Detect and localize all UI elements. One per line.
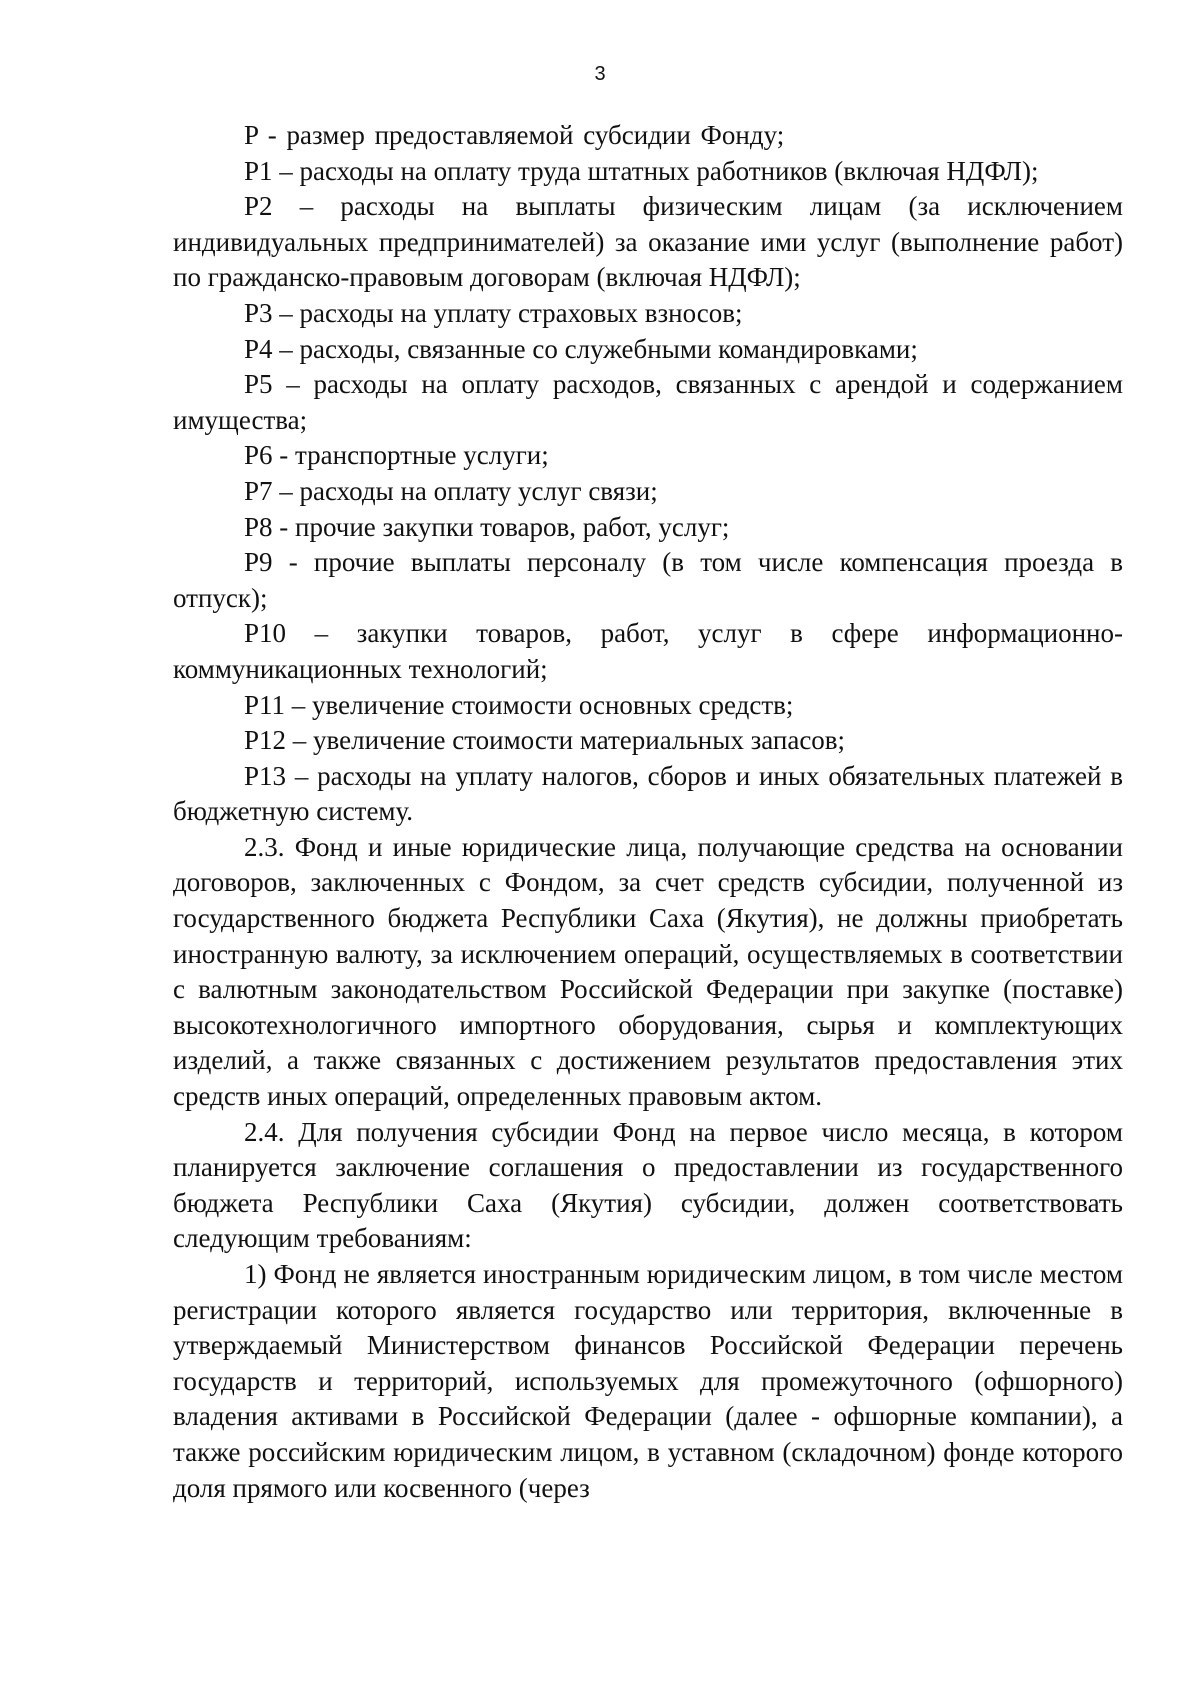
paragraph-p12: P12 – увеличение стоимости материальных запасов; [244,725,846,756]
paragraph-2-3: 2.3. Фонд и иные юридические лица, получающие средства на основании договоров, заключенных с Фондом, за счет средств субсидии, полученной из государственного бюджета Республики Саха (Якутия), не должны приобретать иностранную валюту, за исключением операций, осуществляемых в соответствии с валютным законодательством Российской Федерации при закупке (поставке) высокотехнологичного импортного оборудования, сырья и комплектующих изделий, а также связанных с достижением результатов предоставления этих средств иных операций, определенных правовым актом. [173,831,1123,1112]
paragraph-p10: P10 – закупки товаров, работ, услуг в сфере информационно-коммуникационных технологий; [173,618,1123,684]
paragraph-2-4: 2.4. Для получения субсидии Фонд на первое число месяца, в котором планируется заключение соглашения о предоставлении из государственного бюджета Республики Саха (Якутия) субсидии, должен соответствовать следующим требованиям: [173,1116,1123,1254]
page-number: 3 [594,63,606,85]
paragraph-p13: P13 – расходы на уплату налогов, сборов и иных обязательных платежей в бюджетную систему. [173,760,1123,827]
paragraph-p7: P7 – расходы на оплату услуг связи; [244,475,658,506]
paragraph-p1: P1 – расходы на оплату труда штатных работников (включая НДФЛ); [244,155,1039,186]
paragraph-p5: P5 – расходы на оплату расходов, связанных с арендой и содержанием имущества; [173,369,1123,435]
paragraph-p6: P6 - транспортные услуги; [244,440,549,471]
paragraph-p8: P8 - прочие закупки товаров, работ, услуг; [244,511,730,542]
document-body [173,118,1123,1506]
paragraph-p2: P2 – расходы на выплаты физическим лицам (за исключением индивидуальных предпринимателей) за оказание ими услуг (выполнение работ) по гражданско-правовым договорам (включая НДФЛ); [173,191,1123,293]
paragraph-p4: P4 – расходы, связанные со служебными командировками; [244,333,918,364]
paragraph-p: P - размер предоставляемой субсидии Фонду; [244,120,785,150]
paragraph-p11: P11 – увеличение стоимости основных средств; [244,689,794,720]
paragraph-p3: P3 – расходы на уплату страховых взносов; [244,297,743,328]
paragraph-item-1: 1) Фонд не является иностранным юридическим лицом, в том числе местом регистрации которого является государство или территория, включенные в утверждаемый Министерством финансов Российской Федерации перечень государств и территорий, используемых для промежуточного (офшорного) владения активами в Российской Федерации (далее - офшорные компании), а также российским юридическим лицом, в уставном (складочном) фонде которого доля прямого или косвенного (через [173,1259,1123,1503]
paragraph-p9: P9 - прочие выплаты персоналу (в том числе компенсация проезда в отпуск); [173,547,1123,613]
